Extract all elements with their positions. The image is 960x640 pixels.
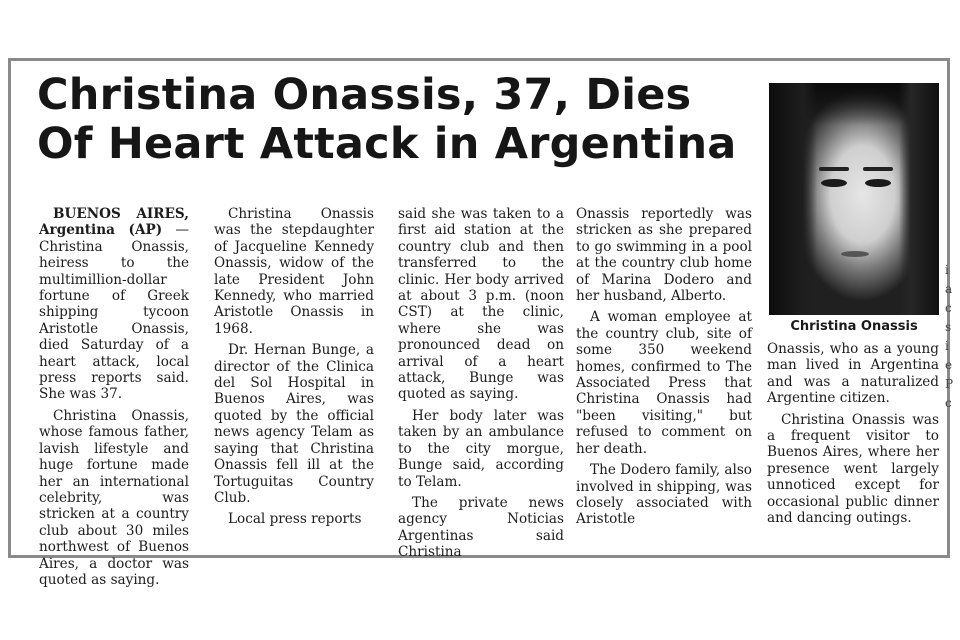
- column-1-paragraph-2: Christina Onassis, whose famous father, lavish lifestyle and huge fortune made her an international celebrity, was stricken at a country club about 30 miles northwest of Buenos Aires, a doctor was quoted as saying.: [39, 407, 189, 588]
- photo-eye-left: [821, 179, 847, 187]
- column-2-paragraph-3: Local press reports: [228, 511, 362, 528]
- column-5-paragraph-2: Christina Onassis was a frequent visitor to Buenos Aires, where her presence went largely unnoticed except for occasional public dinner and dancing outings.: [767, 411, 939, 527]
- edge-fragment: c: [945, 396, 952, 410]
- newspaper-clipping: [8, 58, 954, 588]
- article-column-3: [398, 206, 564, 566]
- edge-fragment: i: [945, 263, 949, 277]
- article-column-1: [39, 206, 189, 593]
- column-3-paragraph-3: The private news agency Noticias Argentinas said Christina: [398, 494, 564, 561]
- photo-eye-right: [865, 179, 891, 187]
- photo-brow-left: [819, 167, 849, 171]
- edge-fragment: e: [945, 358, 953, 372]
- column-2-paragraph-2: Dr. Hernan Bunge, a director of the Clinica del Sol Hospital in Buenos Aires, was quoted by the official news agency Telam as saying that Christina Onassis fell ill at the Tortuguitas Country Club.: [214, 342, 374, 506]
- column-3-paragraph-2: Her body later was taken by an ambulance to the city morgue, Bunge said, according to Telam.: [398, 407, 564, 490]
- edge-fragment: c: [945, 301, 952, 315]
- photo-hair-left: [769, 83, 817, 315]
- adjacent-column-fragments: [945, 261, 953, 413]
- headline-line-2: Of Heart Attack in Argentina: [37, 119, 737, 169]
- dateline: BUENOS AIRES, Argentina (AP): [39, 206, 189, 239]
- column-5-paragraph-1: Onassis, who as a young man lived in Argentina and was a naturalized Argentine citizen.: [767, 341, 939, 407]
- photo-hair-right: [899, 83, 939, 315]
- article-column-2: [214, 206, 374, 533]
- headline: [37, 71, 767, 169]
- portrait-photo: [769, 83, 939, 315]
- edge-fragment: i: [945, 339, 949, 353]
- photo-brow-right: [863, 167, 893, 171]
- photo-mouth: [841, 251, 869, 257]
- column-4-paragraph-2: A woman employee at the country club, site of some 350 weekend homes, confirmed to The Associated Press that Christina Onassis had "been visiting," but refused to comment on her death.: [576, 309, 752, 457]
- column-4-paragraph-1: Onassis reportedly was stricken as she prepared to go swimming in a pool at the country club home of Marina Dodero and her husband, Alberto.: [576, 206, 752, 305]
- photo-caption: Christina Onassis: [790, 319, 918, 334]
- edge-fragment: a: [945, 282, 953, 296]
- article-column-5: [767, 341, 939, 531]
- column-3-paragraph-1: said she was taken to a first aid station at the country club and then transferred to the clinic. Her body arrived at about 3 p.m. (noon CST) at the clinic, where she was pronounced dead on arrival of a heart attack, Bunge was quoted as saying.: [398, 206, 564, 403]
- column-1-paragraph-1: [39, 206, 189, 403]
- edge-fragment: P: [945, 377, 954, 391]
- article-column-4: [576, 206, 752, 533]
- headline-line-1: Christina Onassis, 37, Dies: [37, 70, 692, 120]
- column-4-paragraph-3: The Dodero family, also involved in shipping, was closely associated with Aristotle: [576, 462, 752, 528]
- edge-fragment: s: [945, 320, 952, 334]
- column-2-paragraph-1: Christina Onassis was the stepdaughter of Jacqueline Kennedy Onassis, widow of the late President John Kennedy, who married Aristotle Onassis in 1968.: [214, 206, 374, 337]
- column-1-paragraph-1-text: —Christina Onassis, heiress to the multimillion-dollar fortune of Greek shipping tycoon Aristotle Onassis, died Saturday of a heart attack, local press reports said. She was 37.: [39, 222, 190, 403]
